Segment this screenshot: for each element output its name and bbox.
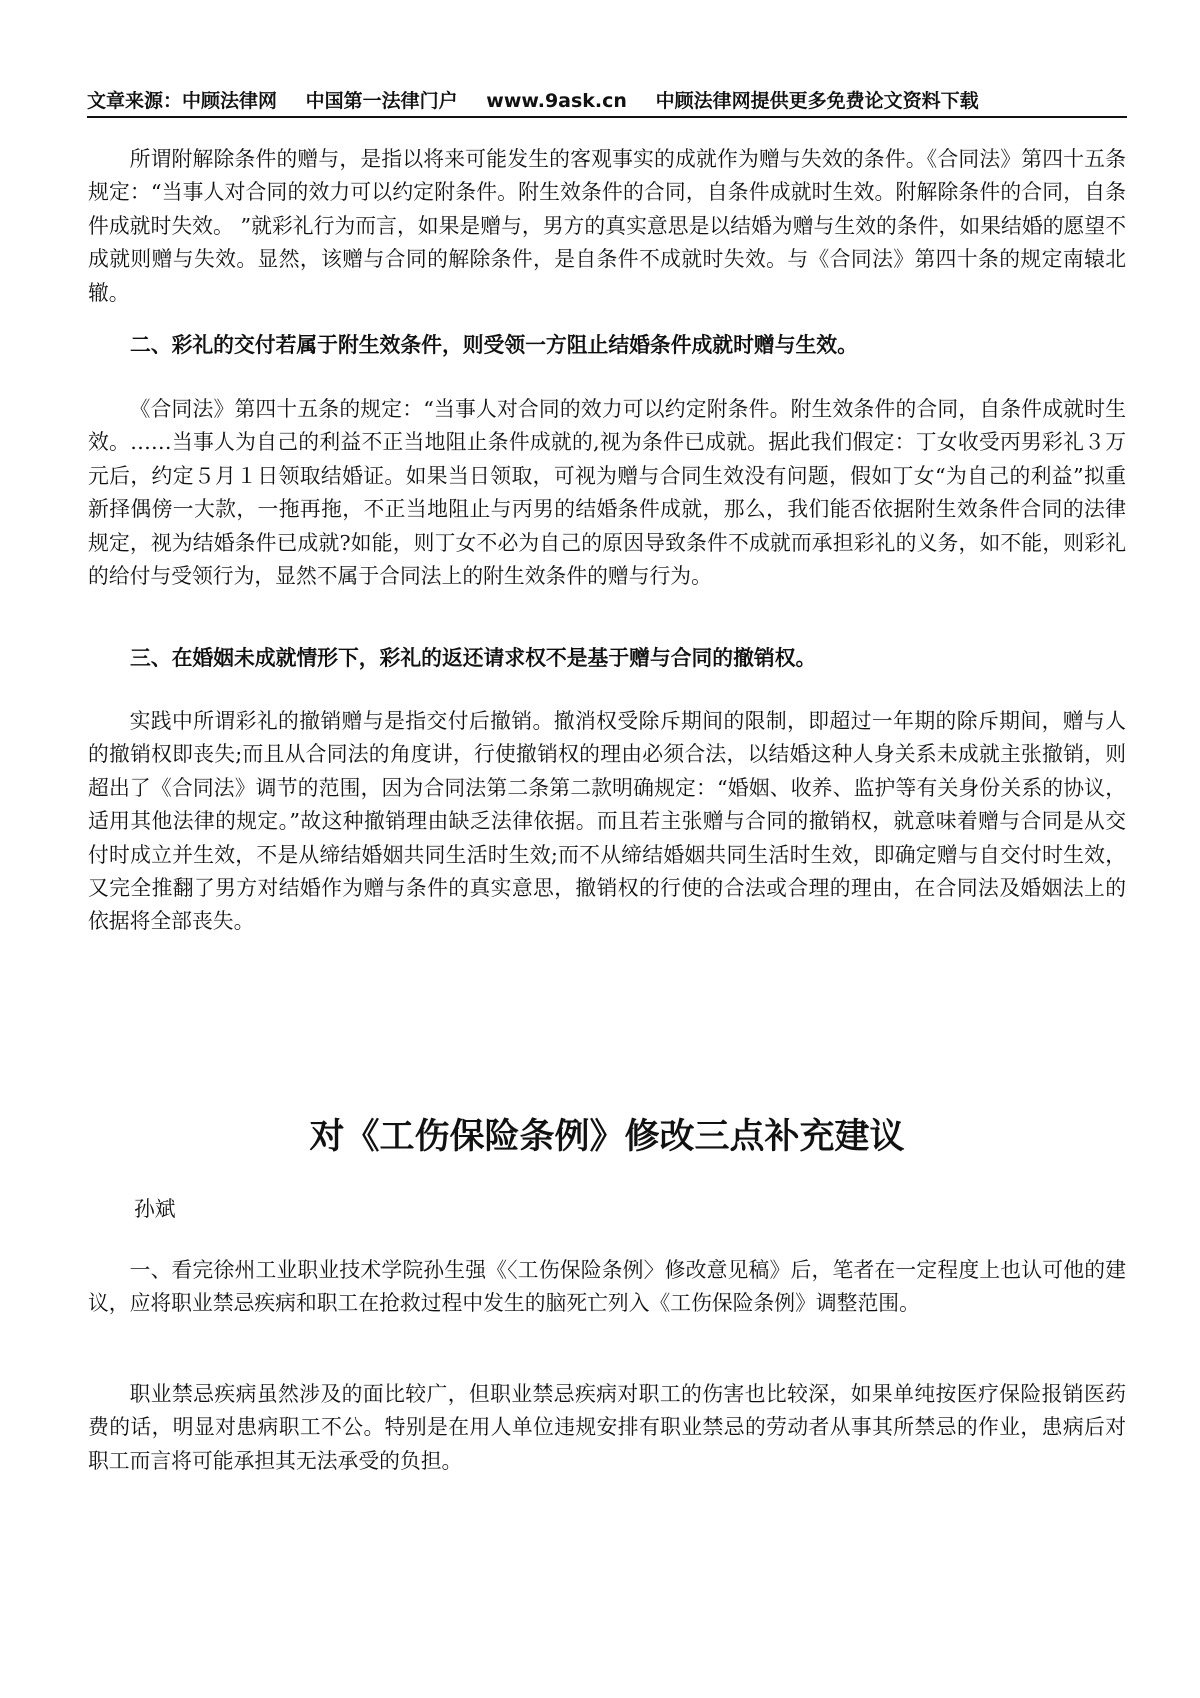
- header-portal: 中国第一法律门户: [305, 90, 458, 112]
- article2-paragraph-1: 一、看完徐州工业职业技术学院孙生强《〈工伤保险条例〉修改意见稿》后，笔者在一定程度上也认可他的建议，应将职业禁忌疾病和职工在抢救过程中发生的脑死亡列入《工伤保险条例》调整范围。: [88, 1258, 1126, 1316]
- article1-paragraph-2: 《合同法》第四十五条的规定：“当事人对合同的效力可以约定附条件。附生效条件的合同，自条件成就时生效。……当事人为自己的利益不正当地阻止条件成就的,视为条件已成就。据此我们假定：丁女收受丙男彩礼３万元后，约定５月１日领取结婚证。如果当日领取，可视为赠与合同生效没有问题，假如丁女“为自己的利益”拟重新择偶傍一大款，一拖再拖，不正当地阻止与丙男的结婚条件成就，那么，我们能否依据附生效条件合同的法律规定，视为结婚条件已成就?如能，则丁女不必为自己的原因导致条件不成就而承担彩礼的义务，如不能，则彩礼的给付与受领行为，显然不属于合同法上的附生效条件的赠与行为。: [88, 397, 1126, 589]
- header-source: 文章来源：中顾法律网: [87, 90, 278, 112]
- article1-section-heading-3: 三、在婚姻未成就情形下，彩礼的返还请求权不是基于赠与合同的撤销权。: [130, 646, 817, 670]
- header-download-note: 中顾法律网提供更多免费论文资料下载: [655, 90, 979, 112]
- article2-paragraph-2: 职业禁忌疾病虽然涉及的面比较广，但职业禁忌疾病对职工的伤害也比较深，如果单纯按医疗保险报销医药费的话，明显对患病职工不公。特别是在用人单位违规安排有职业禁忌的劳动者从事其所禁忌的作业，患病后对职工而言将可能承担其无法承受的负担。: [88, 1382, 1126, 1473]
- article1-paragraph-3: 实践中所谓彩礼的撤销赠与是指交付后撤销。撤消权受除斥期间的限制，即超过一年期的除斥期间，赠与人的撤销权即丧失;而且从合同法的角度讲，行使撤销权的理由必须合法，以结婚这种人身关系未成就主张撤销，则超出了《合同法》调节的范围，因为合同法第二条第二款明确规定：“婚姻、收养、监护等有关身份关系的协议，适用其他法律的规定。”故这种撤销理由缺乏法律依据。而且若主张赠与合同的撤销权，就意味着赠与合同是从交付时成立并生效，不是从缔结婚姻共同生活时生效;而不从缔结婚姻共同生活时生效，即确定赠与自交付时生效，又完全推翻了男方对结婚作为赠与条件的真实意思，撤销权的行使的合法或合理的理由，在合同法及婚姻法上的依据将全部丧失。: [88, 709, 1126, 934]
- article2-author: 孙斌: [134, 1197, 176, 1221]
- article2-title: 对《工伤保险条例》修改三点补充建议: [309, 1117, 905, 1157]
- header-url: www.9ask.cn: [486, 90, 627, 112]
- article1-paragraph-1: 所谓附解除条件的赠与，是指以将来可能发生的客观事实的成就作为赠与失效的条件。《合同法》第四十五条规定：“当事人对合同的效力可以约定附条件。附生效条件的合同，自条件成就时生效。附解除条件的合同，自条件成就时失效。 ”就彩礼行为而言，如果是赠与，男方的真实意思是以结婚为赠与生效的条件，如果结婚的愿望不成就则赠与失效。显然，该赠与合同的解除条件，是自条件不成就时失效。与《合同法》第四十条的规定南辕北辙。: [88, 147, 1126, 305]
- page-header: [87, 86, 1127, 118]
- article1-section-heading-2: 二、彩礼的交付若属于附生效条件，则受领一方阻止结婚条件成就时赠与生效。: [130, 333, 858, 357]
